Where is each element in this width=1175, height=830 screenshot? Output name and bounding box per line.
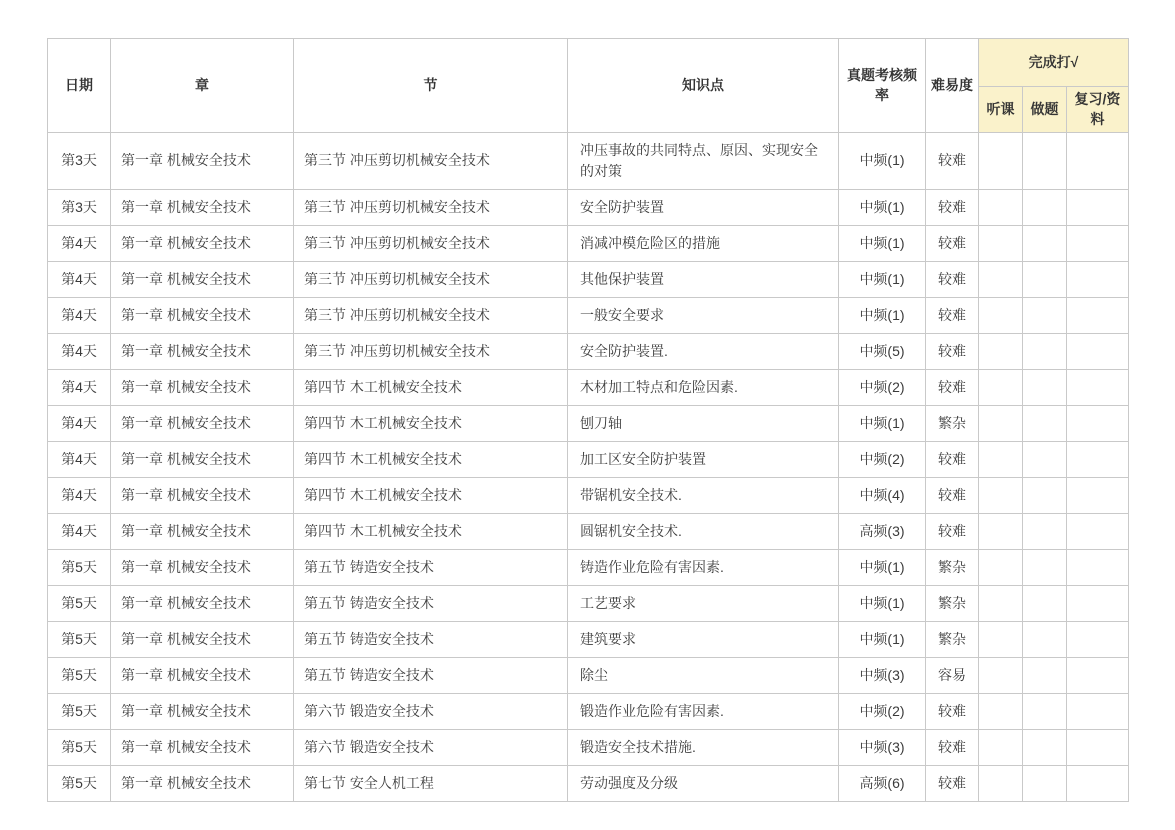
cell-date: 第5天 xyxy=(48,765,111,801)
cell-section: 第五节 铸造安全技术 xyxy=(294,549,568,585)
check-cell-practice[interactable] xyxy=(1023,132,1067,189)
table-row xyxy=(48,513,1129,549)
cell-section: 第五节 铸造安全技术 xyxy=(294,621,568,657)
cell-frequency: 高频(3) xyxy=(839,513,926,549)
cell-date: 第3天 xyxy=(48,189,111,225)
cell-section: 第三节 冲压剪切机械安全技术 xyxy=(294,189,568,225)
cell-chapter: 第一章 机械安全技术 xyxy=(111,333,294,369)
check-cell-review[interactable] xyxy=(1067,297,1129,333)
cell-difficulty: 较难 xyxy=(926,513,979,549)
cell-chapter: 第一章 机械安全技术 xyxy=(111,441,294,477)
cell-frequency: 中频(1) xyxy=(839,621,926,657)
cell-frequency: 中频(2) xyxy=(839,693,926,729)
col-header-complete-group: 完成打√ xyxy=(979,39,1129,87)
cell-chapter: 第一章 机械安全技术 xyxy=(111,585,294,621)
cell-difficulty: 繁杂 xyxy=(926,585,979,621)
check-cell-listen[interactable] xyxy=(979,405,1023,441)
check-cell-listen[interactable] xyxy=(979,549,1023,585)
check-cell-listen[interactable] xyxy=(979,261,1023,297)
check-cell-practice[interactable] xyxy=(1023,693,1067,729)
cell-chapter: 第一章 机械安全技术 xyxy=(111,513,294,549)
cell-knowledge: 锻造作业危险有害因素. xyxy=(568,693,839,729)
col-header-listen: 听课 xyxy=(979,87,1023,133)
col-header-section: 节 xyxy=(294,39,568,133)
cell-knowledge: 其他保护装置 xyxy=(568,261,839,297)
cell-frequency: 中频(1) xyxy=(839,585,926,621)
cell-chapter: 第一章 机械安全技术 xyxy=(111,621,294,657)
cell-difficulty: 较难 xyxy=(926,369,979,405)
cell-frequency: 中频(3) xyxy=(839,657,926,693)
check-cell-practice[interactable] xyxy=(1023,729,1067,765)
check-cell-review[interactable] xyxy=(1067,765,1129,801)
cell-knowledge: 一般安全要求 xyxy=(568,297,839,333)
check-cell-listen[interactable] xyxy=(979,585,1023,621)
cell-chapter: 第一章 机械安全技术 xyxy=(111,369,294,405)
cell-date: 第5天 xyxy=(48,693,111,729)
cell-section: 第四节 木工机械安全技术 xyxy=(294,369,568,405)
check-cell-listen[interactable] xyxy=(979,132,1023,189)
table-row xyxy=(48,657,1129,693)
check-cell-listen[interactable] xyxy=(979,657,1023,693)
cell-difficulty: 较难 xyxy=(926,297,979,333)
table-row xyxy=(48,621,1129,657)
cell-section: 第六节 锻造安全技术 xyxy=(294,693,568,729)
cell-knowledge: 安全防护装置. xyxy=(568,333,839,369)
check-cell-practice[interactable] xyxy=(1023,225,1067,261)
table-row xyxy=(48,369,1129,405)
table-row xyxy=(48,132,1129,189)
cell-date: 第4天 xyxy=(48,225,111,261)
table-row xyxy=(48,225,1129,261)
cell-chapter: 第一章 机械安全技术 xyxy=(111,132,294,189)
table-row xyxy=(48,405,1129,441)
cell-frequency: 中频(1) xyxy=(839,225,926,261)
cell-chapter: 第一章 机械安全技术 xyxy=(111,729,294,765)
check-cell-review[interactable] xyxy=(1067,369,1129,405)
col-header-review: 复习/资料 xyxy=(1067,87,1129,133)
cell-frequency: 高频(6) xyxy=(839,765,926,801)
table-row xyxy=(48,585,1129,621)
cell-chapter: 第一章 机械安全技术 xyxy=(111,549,294,585)
cell-difficulty: 较难 xyxy=(926,333,979,369)
cell-frequency: 中频(2) xyxy=(839,441,926,477)
cell-knowledge: 木材加工特点和危险因素. xyxy=(568,369,839,405)
cell-date: 第4天 xyxy=(48,369,111,405)
check-cell-practice[interactable] xyxy=(1023,657,1067,693)
cell-difficulty: 较难 xyxy=(926,189,979,225)
check-cell-review[interactable] xyxy=(1067,405,1129,441)
col-header-frequency: 真题考核频率 xyxy=(839,39,926,133)
cell-difficulty: 繁杂 xyxy=(926,621,979,657)
cell-chapter: 第一章 机械安全技术 xyxy=(111,189,294,225)
table-row xyxy=(48,549,1129,585)
cell-difficulty: 较难 xyxy=(926,441,979,477)
cell-chapter: 第一章 机械安全技术 xyxy=(111,765,294,801)
cell-knowledge: 消减冲模危险区的措施 xyxy=(568,225,839,261)
cell-date: 第3天 xyxy=(48,132,111,189)
check-cell-listen[interactable] xyxy=(979,477,1023,513)
cell-knowledge: 加工区安全防护装置 xyxy=(568,441,839,477)
check-cell-practice[interactable] xyxy=(1023,513,1067,549)
cell-difficulty: 较难 xyxy=(926,261,979,297)
check-cell-review[interactable] xyxy=(1067,621,1129,657)
table-row xyxy=(48,189,1129,225)
table-row xyxy=(48,477,1129,513)
cell-frequency: 中频(1) xyxy=(839,549,926,585)
cell-date: 第5天 xyxy=(48,657,111,693)
check-cell-listen[interactable] xyxy=(979,513,1023,549)
cell-knowledge: 锻造安全技术措施. xyxy=(568,729,839,765)
cell-knowledge: 建筑要求 xyxy=(568,621,839,657)
cell-difficulty: 繁杂 xyxy=(926,405,979,441)
cell-frequency: 中频(5) xyxy=(839,333,926,369)
cell-knowledge: 除尘 xyxy=(568,657,839,693)
check-cell-practice[interactable] xyxy=(1023,333,1067,369)
cell-section: 第四节 木工机械安全技术 xyxy=(294,441,568,477)
cell-date: 第5天 xyxy=(48,549,111,585)
cell-date: 第4天 xyxy=(48,477,111,513)
cell-chapter: 第一章 机械安全技术 xyxy=(111,405,294,441)
check-cell-listen[interactable] xyxy=(979,333,1023,369)
table-row xyxy=(48,261,1129,297)
cell-chapter: 第一章 机械安全技术 xyxy=(111,693,294,729)
table-row xyxy=(48,765,1129,801)
check-cell-practice[interactable] xyxy=(1023,441,1067,477)
cell-chapter: 第一章 机械安全技术 xyxy=(111,477,294,513)
check-cell-listen[interactable] xyxy=(979,621,1023,657)
cell-knowledge: 刨刀轴 xyxy=(568,405,839,441)
cell-date: 第5天 xyxy=(48,585,111,621)
cell-knowledge: 带锯机安全技术. xyxy=(568,477,839,513)
cell-frequency: 中频(1) xyxy=(839,297,926,333)
check-cell-listen[interactable] xyxy=(979,729,1023,765)
check-cell-listen[interactable] xyxy=(979,765,1023,801)
cell-section: 第三节 冲压剪切机械安全技术 xyxy=(294,333,568,369)
cell-knowledge: 铸造作业危险有害因素. xyxy=(568,549,839,585)
study-plan-table xyxy=(47,38,1129,802)
check-cell-listen[interactable] xyxy=(979,225,1023,261)
check-cell-review[interactable] xyxy=(1067,477,1129,513)
cell-date: 第4天 xyxy=(48,333,111,369)
cell-difficulty: 较难 xyxy=(926,132,979,189)
check-cell-review[interactable] xyxy=(1067,189,1129,225)
col-header-knowledge: 知识点 xyxy=(568,39,839,133)
cell-difficulty: 较难 xyxy=(926,477,979,513)
cell-section: 第三节 冲压剪切机械安全技术 xyxy=(294,132,568,189)
check-cell-listen[interactable] xyxy=(979,189,1023,225)
cell-date: 第4天 xyxy=(48,441,111,477)
table-row xyxy=(48,729,1129,765)
check-cell-review[interactable] xyxy=(1067,261,1129,297)
check-cell-review[interactable] xyxy=(1067,729,1129,765)
cell-knowledge: 工艺要求 xyxy=(568,585,839,621)
cell-difficulty: 繁杂 xyxy=(926,549,979,585)
cell-date: 第4天 xyxy=(48,261,111,297)
check-cell-review[interactable] xyxy=(1067,657,1129,693)
cell-frequency: 中频(4) xyxy=(839,477,926,513)
cell-knowledge: 冲压事故的共同特点、原因、实现安全的对策 xyxy=(568,132,839,189)
check-cell-practice[interactable] xyxy=(1023,477,1067,513)
check-cell-practice[interactable] xyxy=(1023,405,1067,441)
check-cell-review[interactable] xyxy=(1067,441,1129,477)
cell-section: 第四节 木工机械安全技术 xyxy=(294,513,568,549)
cell-knowledge: 圆锯机安全技术. xyxy=(568,513,839,549)
cell-section: 第三节 冲压剪切机械安全技术 xyxy=(294,297,568,333)
col-header-practice: 做题 xyxy=(1023,87,1067,133)
check-cell-practice[interactable] xyxy=(1023,189,1067,225)
table-row xyxy=(48,441,1129,477)
table-row xyxy=(48,693,1129,729)
check-cell-listen[interactable] xyxy=(979,369,1023,405)
cell-chapter: 第一章 机械安全技术 xyxy=(111,657,294,693)
cell-section: 第三节 冲压剪切机械安全技术 xyxy=(294,225,568,261)
check-cell-review[interactable] xyxy=(1067,585,1129,621)
cell-frequency: 中频(1) xyxy=(839,261,926,297)
cell-knowledge: 安全防护装置 xyxy=(568,189,839,225)
cell-frequency: 中频(3) xyxy=(839,729,926,765)
cell-section: 第三节 冲压剪切机械安全技术 xyxy=(294,261,568,297)
cell-difficulty: 较难 xyxy=(926,693,979,729)
cell-date: 第4天 xyxy=(48,405,111,441)
check-cell-practice[interactable] xyxy=(1023,549,1067,585)
check-cell-practice[interactable] xyxy=(1023,369,1067,405)
cell-date: 第4天 xyxy=(48,513,111,549)
check-cell-review[interactable] xyxy=(1067,225,1129,261)
table-row xyxy=(48,333,1129,369)
cell-date: 第4天 xyxy=(48,297,111,333)
cell-date: 第5天 xyxy=(48,729,111,765)
check-cell-practice[interactable] xyxy=(1023,261,1067,297)
cell-section: 第四节 木工机械安全技术 xyxy=(294,477,568,513)
check-cell-practice[interactable] xyxy=(1023,621,1067,657)
cell-frequency: 中频(1) xyxy=(839,405,926,441)
cell-frequency: 中频(2) xyxy=(839,369,926,405)
check-cell-listen[interactable] xyxy=(979,297,1023,333)
check-cell-review[interactable] xyxy=(1067,333,1129,369)
table-body xyxy=(48,132,1129,801)
cell-difficulty: 较难 xyxy=(926,729,979,765)
cell-section: 第六节 锻造安全技术 xyxy=(294,729,568,765)
col-header-difficulty: 难易度 xyxy=(926,39,979,133)
cell-section: 第五节 铸造安全技术 xyxy=(294,585,568,621)
cell-difficulty: 容易 xyxy=(926,657,979,693)
cell-chapter: 第一章 机械安全技术 xyxy=(111,261,294,297)
check-cell-practice[interactable] xyxy=(1023,765,1067,801)
col-header-chapter: 章 xyxy=(111,39,294,133)
col-header-date: 日期 xyxy=(48,39,111,133)
cell-chapter: 第一章 机械安全技术 xyxy=(111,297,294,333)
check-cell-review[interactable] xyxy=(1067,132,1129,189)
cell-chapter: 第一章 机械安全技术 xyxy=(111,225,294,261)
cell-section: 第四节 木工机械安全技术 xyxy=(294,405,568,441)
check-cell-review[interactable] xyxy=(1067,513,1129,549)
check-cell-review[interactable] xyxy=(1067,549,1129,585)
cell-knowledge: 劳动强度及分级 xyxy=(568,765,839,801)
cell-date: 第5天 xyxy=(48,621,111,657)
check-cell-listen[interactable] xyxy=(979,693,1023,729)
cell-frequency: 中频(1) xyxy=(839,132,926,189)
cell-difficulty: 较难 xyxy=(926,225,979,261)
table-row xyxy=(48,297,1129,333)
check-cell-listen[interactable] xyxy=(979,441,1023,477)
cell-section: 第五节 铸造安全技术 xyxy=(294,657,568,693)
check-cell-review[interactable] xyxy=(1067,693,1129,729)
check-cell-practice[interactable] xyxy=(1023,585,1067,621)
cell-section: 第七节 安全人机工程 xyxy=(294,765,568,801)
cell-frequency: 中频(1) xyxy=(839,189,926,225)
check-cell-practice[interactable] xyxy=(1023,297,1067,333)
cell-difficulty: 较难 xyxy=(926,765,979,801)
